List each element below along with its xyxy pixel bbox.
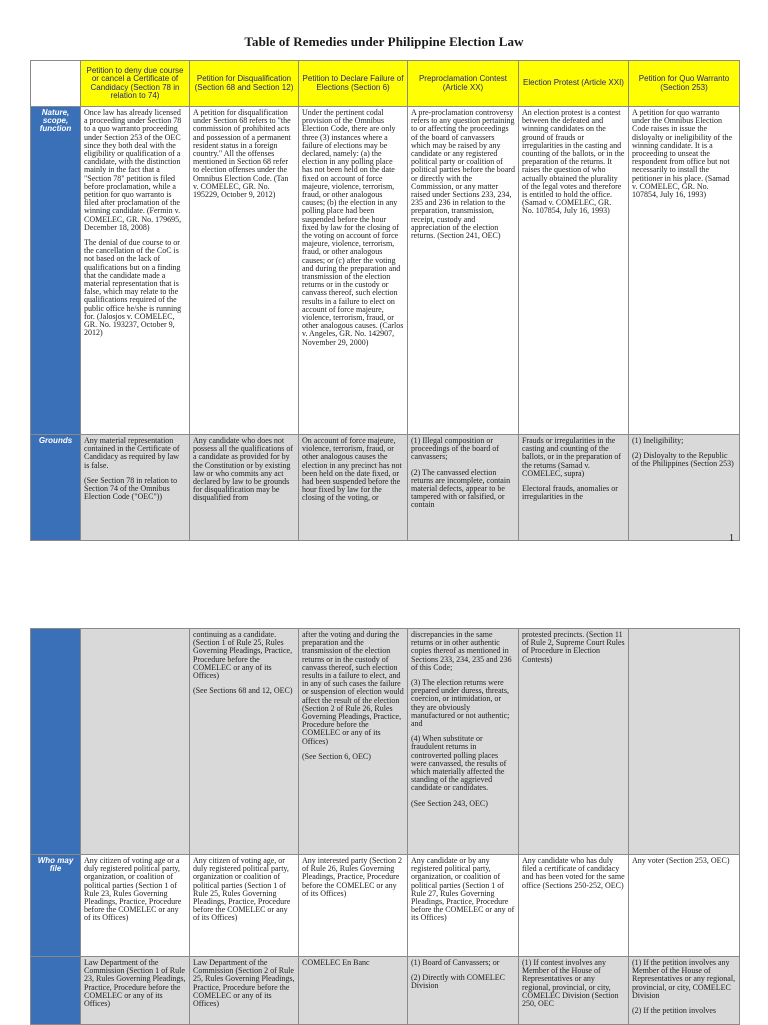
cell-paragraph: A petition for quo warranto under the Omnibus Election Code raises in issue the disloyalty or ineligibility of the winning candidate. It is a proceeding to unseat the respondent from office but not necessarily to install the petitioner in his place. (Samad v. COMELEC, GR. No. 107854, July 16, 1993) (632, 108, 732, 200)
cell-paragraph: An election protest is a contest between the defeated and winning candidates on the ground of frauds or irregularities in the casting and counting of the ballots, or in the preparation of the returns. It raises the question of who actually obtained the plurality of the legal votes and therefore is entitled to hold the office. (Samad v. COMELEC, GR. No. 107854, July 16, 1993) (522, 108, 625, 216)
cell-nature-disqualification (190, 107, 299, 435)
cell-nature-failure-of-elections (299, 107, 408, 435)
cell-paragraph: (4) When substitute or fraudulent returns in controverted polling places were canvassed, the results of which materially affected the standing of the aggrieved candidate or candidates. (411, 734, 507, 793)
cell-paragraph: discrepancies in the same returns or in other authentic copies thereof as mentioned in Sections 233, 234, 235 and 236 of this Code; (411, 630, 512, 672)
row-label-grounds: Grounds (31, 435, 81, 541)
cell-nature-election-protest (519, 107, 629, 435)
column-header-failure-of-elections: Petition to Declare Failure of Elections (Section 6) (299, 61, 408, 107)
cell-paragraph: (1) Board of Canvassers; or (411, 958, 500, 967)
cell-paragraph: (1) If the petition involves any Member of the House of Representatives or any regional, provincial, or city, COMELEC Division (632, 958, 736, 1000)
row-label-who-may-file: Who may file (31, 855, 81, 957)
cell-grounds-cont-preproclamation (408, 629, 519, 855)
row-label-nature: Nature, scope, function (31, 107, 81, 435)
cell-paragraph: Once law has already licensed a proceeding under Section 78 to a quo warranto proceeding under Section 253 of the OEC since they both deal with the eligibility or qualification of a candidate, with the distinction mainly in the fact that a "Section 78" petition is filed before proclamation, while a petition for quo warranto is filed after proclamation of the winning candidate. (Fermin v. COMELEC, GR. No. 179695, December 18, 2008) (84, 108, 182, 232)
cell-paragraph: (See Section 78 in relation to Section 74 of the Omnibus Election Code ("OEC")) (84, 475, 178, 502)
page-number: 1 (729, 533, 734, 544)
cell-grounds-cont-disqualification (190, 629, 299, 855)
cell-where-election-protest (519, 957, 629, 1025)
cell-who-disqualification (190, 855, 299, 957)
cell-paragraph: (1) Ineligibility; (632, 436, 684, 445)
cell-where-quo-warranto (629, 957, 740, 1025)
remedies-table-page-2 (30, 628, 740, 1025)
cell-paragraph: Electoral frauds, anomalies or irregularities in the (522, 484, 618, 502)
cell-paragraph: (2) Directly with COMELEC Division (411, 973, 505, 991)
cell-paragraph: Law Department of the Commission (Section 2 of Rule 25, Rules Governing Pleadings, Practice, Procedure before the COMELEC or any of its Offices) (193, 958, 295, 1009)
cell-paragraph: COMELEC En Banc (302, 958, 370, 967)
cell-paragraph: Any interested party (Section 2 of Rule 26, Rules Governing Pleadings, Practice, Procedure before the COMELEC or any of its Offices) (302, 856, 402, 898)
cell-paragraph: (3) The election returns were prepared under duress, threats, coercion, or intimidation, or they are obviously manufactured or not authentic; and (411, 678, 510, 729)
cell-who-quo-warranto (629, 855, 740, 957)
cell-paragraph: (See Section 243, OEC) (411, 798, 488, 808)
cell-paragraph: (See Sections 68 and 12, OEC) (193, 686, 293, 696)
corner-cell (31, 61, 81, 107)
cell-nature-cancel-coc (81, 107, 190, 435)
cell-nature-preproclamation (408, 107, 519, 435)
cell-paragraph: Under the pertinent codal provision of the Omnibus Election Code, there are only three (3) instances where a failure of elections may be declared, namely: (a) the election in any polling place has not been held on the date fixed on account of force majeure, violence, terrorism, fraud, or other analogous causes; (b) the election in any polling place had been suspended before the hour fixed by law for the closing of the voting on account of force majeure, violence, terrorism, fraud, or other analogous causes; or (c) after the voting and during the preparation and transmission of the election returns or in the custody or canvass thereof, such election results in a failure to elect on account of force majeure, violence, terrorism, fraud, or other analogous causes. (Carlos v. Angeles, GR. No. 142907, November 29, 2000) (302, 108, 404, 347)
cell-grounds-cont-quo-warranto (629, 629, 740, 855)
cell-grounds-quo-warranto (629, 435, 740, 541)
column-header-preproclamation: Preproclamation Contest (Article XX) (408, 61, 519, 107)
cell-where-cancel-coc (81, 957, 190, 1025)
cell-paragraph: (2) If the petition involves (632, 1006, 716, 1016)
cell-where-disqualification (190, 957, 299, 1025)
cell-paragraph: Any candidate who has duly filed a certificate of candidacy and has been voted for the same office (Sections 250-252, OEC) (522, 856, 625, 890)
cell-where-preproclamation (408, 957, 519, 1025)
cell-paragraph: continuing as a candidate. (Section 1 of Rule 25, Rules Governing Pleadings, Practice, Procedure before the COMELEC or any of its Offices) (193, 630, 293, 681)
cell-paragraph: The denial of due course to or the cancellation of the CoC is not based on the lack of qualifications but on a finding that the candidate made a material representation that is false, which may relate to the qualifications required of the public office he/she is running for. (Jalosjos v. COMELEC, GR. No. 193237, October 9, 2012) (84, 238, 182, 338)
cell-paragraph: On account of force majeure, violence, terrorism, fraud, or other analogous causes the election in any precinct has not been held on the date fixed, or had been suspended before the hour fixed by law for the closing of the voting, or (302, 436, 402, 503)
cell-nature-quo-warranto (629, 107, 740, 435)
cell-paragraph: after the voting and during the preparation and the transmission of the election returns or in the custody of canvass thereof, such election results in a failure to elect, and in any of such cases the failure or suspension of election would affect the result of the election (Section 2 of Rule 26, Rules Governing Pleadings, Practice, Procedure before the COMELEC or any of its Offices) (302, 630, 404, 746)
cell-paragraph: Any citizen of voting age or a duly registered political party, organization, or coalition of political parties (Section 1 of Rule 23, Rules Governing Pleadings, Practice, Procedure before the COMELEC or any of its Offices) (84, 856, 182, 923)
cell-paragraph: Any candidate who does not possess all the qualifications of a candidate as provided for by the Constitution or by existing law or who commits any act declared by law to be grounds for disqualification may be disqualified from (193, 436, 293, 503)
cell-paragraph: Any voter (Section 253, OEC) (632, 856, 730, 865)
cell-paragraph: (1) If contest involves any Member of the House of Representatives or any regional, provincial, or city, COMELEC Division (Section 250, OEC (522, 958, 619, 1009)
cell-paragraph: (See Section 6, OEC) (302, 751, 371, 761)
cell-who-election-protest (519, 855, 629, 957)
column-header-disqualification: Petition for Disqualification (Section 68 and Section 12) (190, 61, 299, 107)
cell-paragraph: Any citizen of voting age, or duly registered political party, organization or coalition of political parties (Section 1 of Rule 25, Rules Governing Pleadings, Practice, Procedure before the COMELEC or any of its Offices) (193, 856, 291, 923)
cell-paragraph: protested precincts. (Section 11 of Rule 2, Supreme Court Rules of Procedure in Election Contests) (522, 630, 625, 664)
cell-who-preproclamation (408, 855, 519, 957)
column-header-quo-warranto: Petition for Quo Warranto (Section 253) (629, 61, 740, 107)
cell-paragraph: Any candidate or by any registered political party, organization, or coalition of political parties (Section 1 of Rule 27, Rules Governing Pleadings, Practice, Procedure before the COMELEC or any of its Offices) (411, 856, 515, 923)
cell-grounds-failure-of-elections (299, 435, 408, 541)
cell-paragraph: A pre-proclamation controversy refers to any question pertaining to or affecting the proceedings of the board of canvassers which may be raised by any candidate or any registered political party or coalition of political parties before the board or directly with the Commission, or any matter raised under Sections 233, 234, 235 and 236 in relation to the preparation, transmission, receipt, custody and appreciation of the election returns. (Section 241, OEC) (411, 108, 515, 241)
cell-grounds-disqualification (190, 435, 299, 541)
document-title: Table of Remedies under Philippine Election Law (244, 34, 524, 49)
page-break (0, 548, 768, 628)
cell-paragraph: Frauds or irregularities in the casting and counting of the ballots, or in the preparation of the returns (Samad v. COMELEC, supra) (522, 436, 622, 478)
cell-grounds-preproclamation (408, 435, 519, 541)
cell-paragraph: (2) The canvassed election returns are incomplete, contain material defects, appear to be tampered with or falsified, or contain (411, 467, 511, 510)
row-label-where-to-file (31, 957, 81, 1025)
cell-grounds-cont-cancel-coc (81, 629, 190, 855)
cell-paragraph: Any material representation contained in the Certificate of Candidacy as required by law is false. (84, 436, 180, 470)
cell-grounds-cancel-coc (81, 435, 190, 541)
cell-grounds-election-protest (519, 435, 629, 541)
cell-who-cancel-coc (81, 855, 190, 957)
cell-paragraph: A petition for disqualification under Section 68 refers to "the commission of prohibited acts and possession of a permanent resident status in a foreign country." All the offenses mentioned in Section 68 refer to election offenses under the Omnibus Election Code. (Tan v. COMELEC, GR. No. 195229, October 9, 2012) (193, 108, 291, 200)
remedies-table-page-1 (30, 60, 740, 541)
cell-paragraph: Law Department of the Commission (Section 1 of Rule 23, Rules Governing Pleadings, Practice, Procedure before the COMELEC or any of its Offices) (84, 958, 186, 1009)
column-header-cancel-coc: Petition to deny due course or cancel a Certificate of Candidacy (Section 78 in relation to 74) (81, 61, 190, 107)
cell-who-failure-of-elections (299, 855, 408, 957)
cell-paragraph: (1) Illegal composition or proceedings of the board of canvassers; (411, 436, 499, 462)
cell-grounds-cont-election-protest (519, 629, 629, 855)
row-label-grounds-continued (31, 629, 81, 855)
cell-where-failure-of-elections (299, 957, 408, 1025)
cell-paragraph: (2) Disloyalty to the Republic of the Philippines (Section 253) (632, 451, 734, 469)
cell-grounds-cont-failure-of-elections (299, 629, 408, 855)
column-header-election-protest: Election Protest (Article XXI) (519, 61, 629, 107)
